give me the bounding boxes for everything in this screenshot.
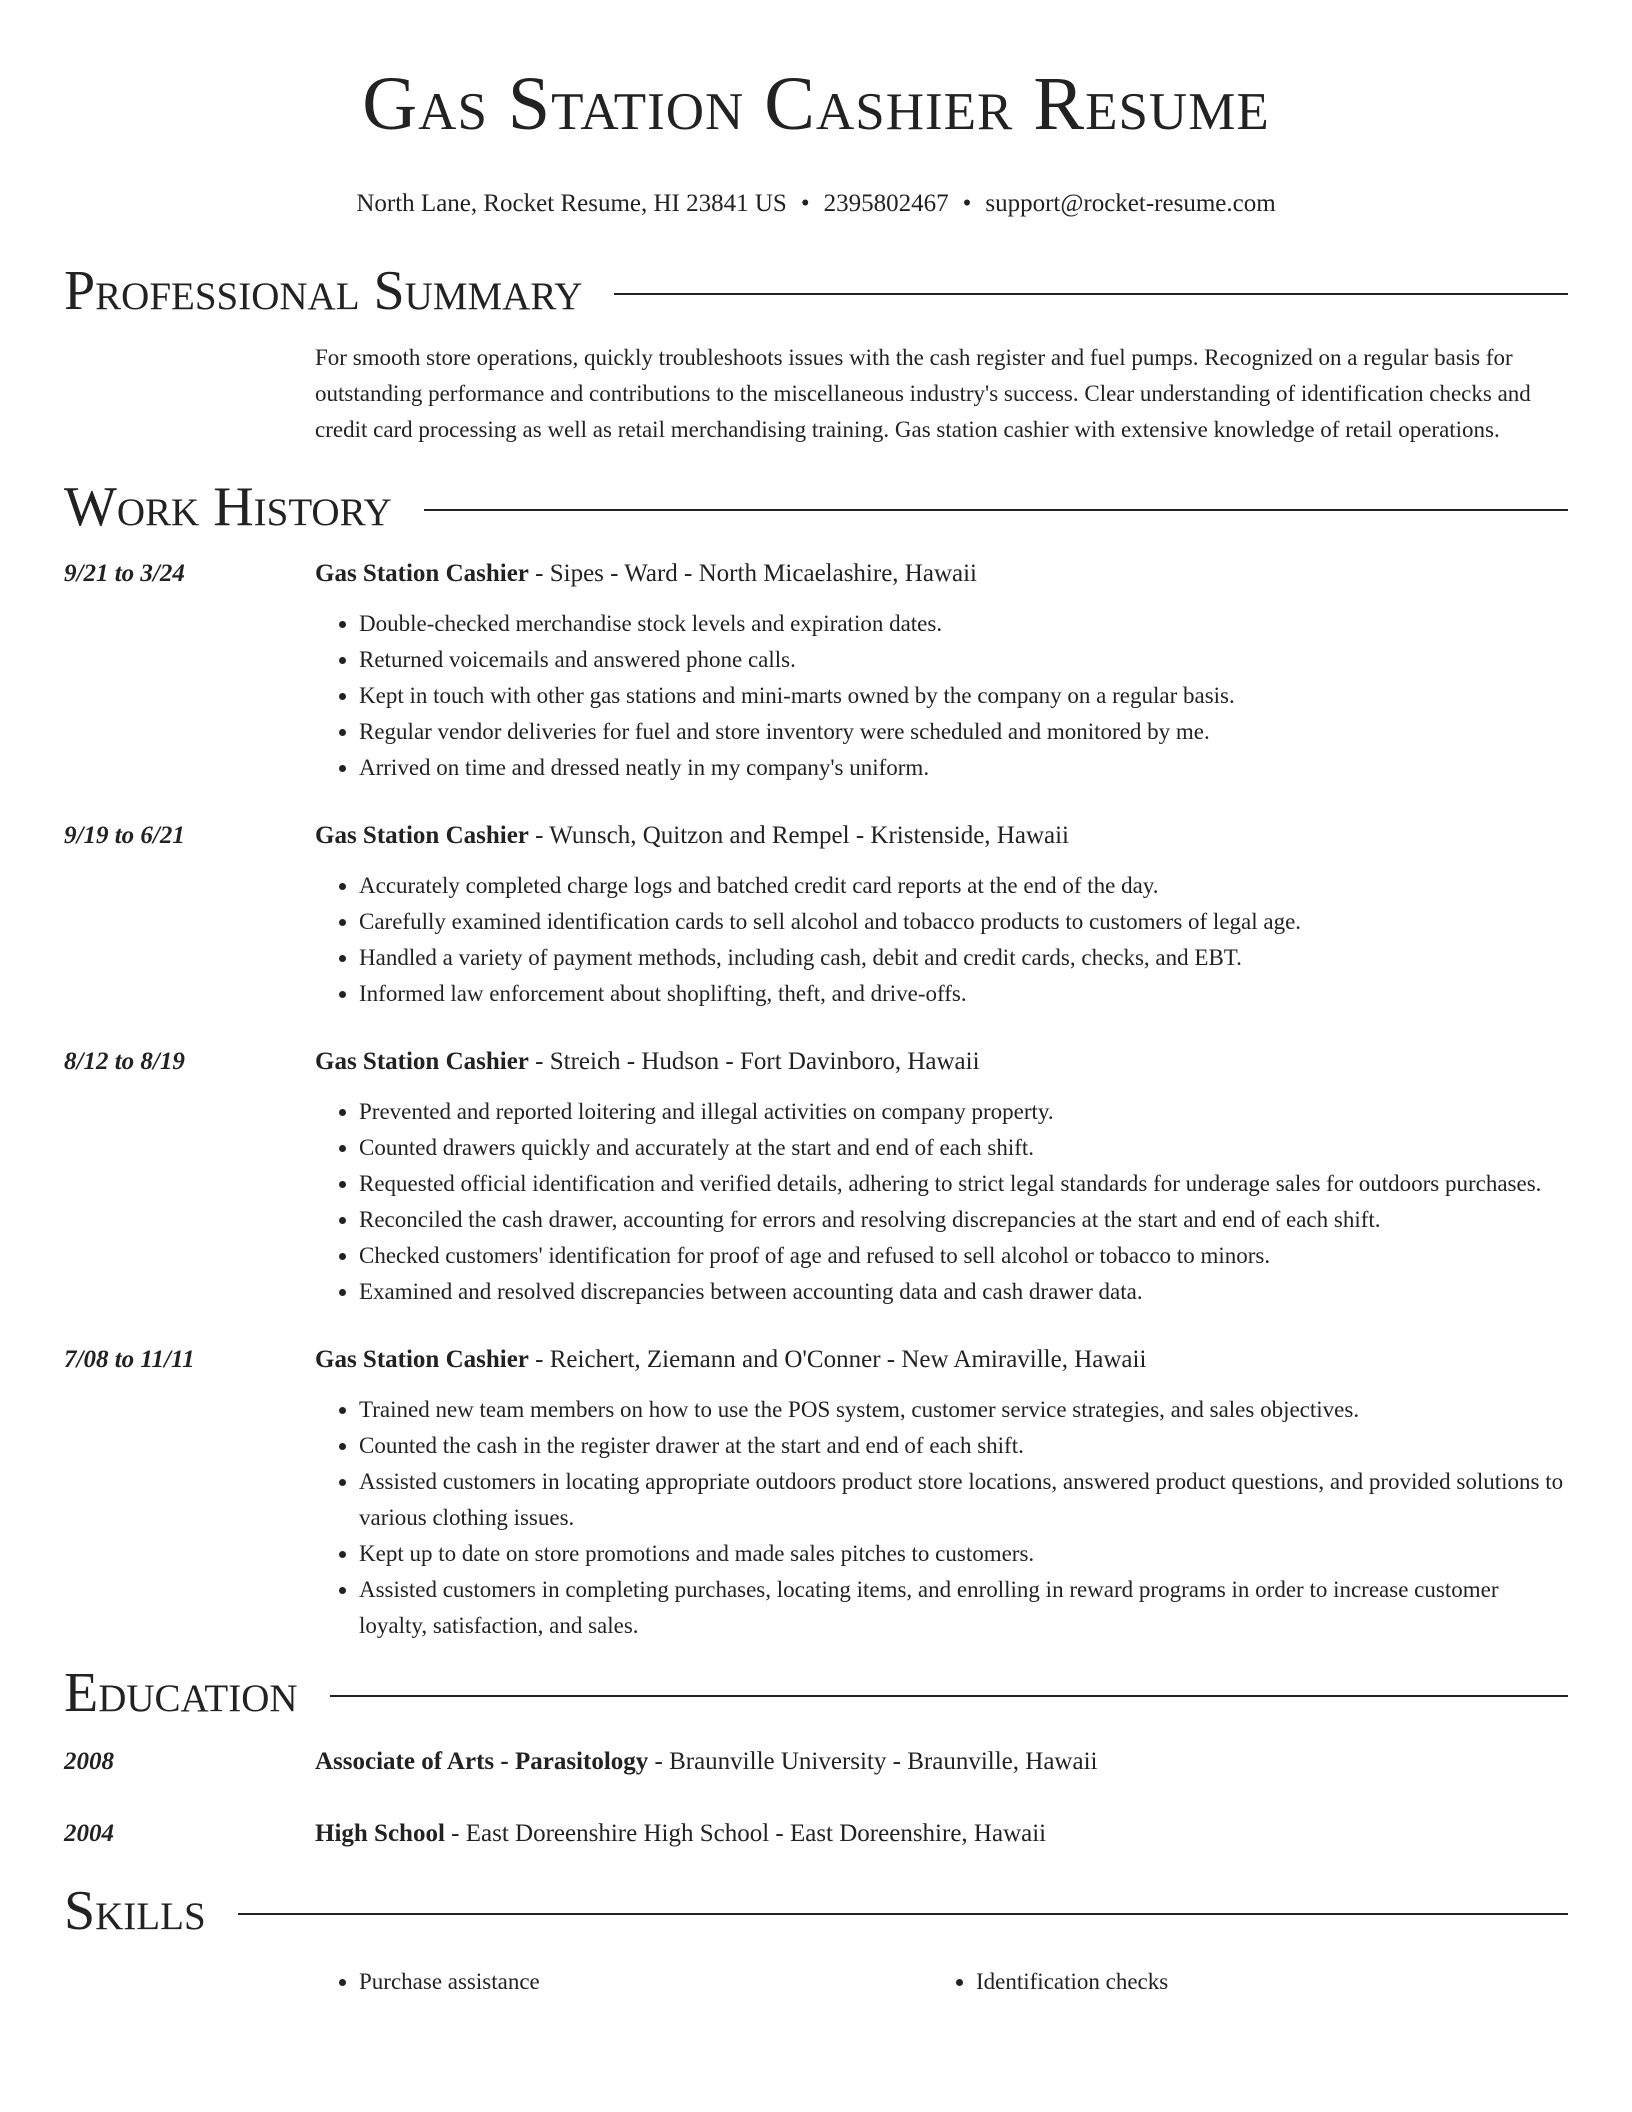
job-bullets	[315, 1094, 1568, 1310]
list-item: • Assisted customers in completing purchases, locating items, and enrolling in reward programs in order to increase customer loyalty, satisfaction, and sales.	[359, 1572, 1568, 1644]
education-degree: High School	[315, 1820, 445, 1847]
job-details: - Sipes - Ward - North Micaelashire, Hawaii	[528, 560, 977, 587]
education-year: 2008	[64, 1748, 114, 1775]
job-title: Gas Station Cashier	[315, 560, 529, 587]
job-dates: 8/12 to 8/19	[64, 1048, 185, 1075]
section-heading-skills	[64, 1880, 1568, 1942]
education-heading	[315, 1816, 1568, 1852]
job-bullets	[315, 868, 1568, 1012]
education-degree: Associate of Arts - Parasitology	[315, 1748, 649, 1775]
job-title: Gas Station Cashier	[315, 1346, 529, 1373]
list-item: • Regular vendor deliveries for fuel and store inventory were scheduled and monitored by me.	[359, 714, 1568, 750]
job-title: Gas Station Cashier	[315, 822, 529, 849]
job-dates: 7/08 to 11/11	[64, 1346, 195, 1373]
section-divider	[330, 1695, 1568, 1697]
job-entry	[64, 1044, 1568, 1310]
list-item: • Examined and resolved discrepancies between accounting data and cash drawer data.	[359, 1274, 1568, 1310]
job-entry	[64, 556, 1568, 786]
job-title: Gas Station Cashier	[315, 1048, 529, 1075]
list-item: • Counted drawers quickly and accurately at the start and end of each shift.	[359, 1130, 1568, 1166]
section-divider	[614, 293, 1568, 295]
list-item: • Purchase assistance	[359, 1964, 932, 2000]
skills-column-left	[315, 1964, 932, 2000]
list-item: • Double-checked merchandise stock levels and expiration dates.	[359, 606, 1568, 642]
list-item: • Informed law enforcement about shoplifting, theft, and drive-offs.	[359, 976, 1568, 1012]
contact-separator: •	[962, 190, 972, 217]
contact-email: support@rocket-resume.com	[985, 190, 1276, 217]
contact-address: North Lane, Rocket Resume, HI 23841 US	[356, 190, 787, 217]
job-details: - Streich - Hudson - Fort Davinboro, Hawaii	[528, 1048, 980, 1075]
job-bullets	[315, 1392, 1568, 1644]
section-heading-summary	[64, 260, 1568, 322]
section-title: Work History	[64, 476, 392, 538]
page-title: Gas Station Cashier Resume	[362, 62, 1270, 146]
education-year: 2004	[64, 1820, 114, 1847]
job-heading	[315, 818, 1568, 854]
contact-separator: •	[800, 190, 810, 217]
section-heading-work	[64, 476, 1568, 538]
skills-column-right	[932, 1964, 1549, 2000]
job-details: - Wunsch, Quitzon and Rempel - Kristenside, Hawaii	[528, 822, 1069, 849]
list-item: • Counted the cash in the register drawer at the start and end of each shift.	[359, 1428, 1568, 1464]
contact-line	[64, 188, 1568, 220]
list-item: • Handled a variety of payment methods, including cash, debit and credit cards, checks, and EBT.	[359, 940, 1568, 976]
section-divider	[424, 509, 1568, 511]
list-item: • Prevented and reported loitering and illegal activities on company property.	[359, 1094, 1568, 1130]
list-item: • Identification checks	[976, 1964, 1549, 2000]
job-dates: 9/19 to 6/21	[64, 822, 185, 849]
section-title: Professional Summary	[64, 260, 583, 322]
job-bullets	[315, 606, 1568, 786]
job-entry	[64, 818, 1568, 1012]
list-item: • Arrived on time and dressed neatly in my company's uniform.	[359, 750, 1568, 786]
education-entry	[64, 1816, 1568, 1872]
list-item: • Requested official identification and verified details, adhering to strict legal standards for underage sales for outdoors purchases.	[359, 1166, 1568, 1202]
list-item: • Carefully examined identification cards to sell alcohol and tobacco products to customers of legal age.	[359, 904, 1568, 940]
section-heading-education	[64, 1662, 1568, 1724]
job-heading	[315, 1044, 1568, 1080]
list-item: • Checked customers' identification for proof of age and refused to sell alcohol or tobacco to minors.	[359, 1238, 1568, 1274]
list-item: • Kept in touch with other gas stations and mini-marts owned by the company on a regular basis.	[359, 678, 1568, 714]
education-heading	[315, 1744, 1568, 1780]
list-item: • Kept up to date on store promotions and made sales pitches to customers.	[359, 1536, 1568, 1572]
summary-text: For smooth store operations, quickly troubleshoots issues with the cash register and fuel pumps. Recognized on a regular basis for outstanding performance and contributions to the miscellaneous industry's success. Clear understanding of identification checks and credit card processing as well as retail merchandising training. Gas station cashier with extensive knowledge of retail operations.	[315, 345, 1531, 442]
contact-phone: 2395802467	[823, 190, 949, 217]
list-item: • Reconciled the cash drawer, accounting for errors and resolving discrepancies at the start and end of each shift.	[359, 1202, 1568, 1238]
job-entry	[64, 1342, 1568, 1644]
list-item: • Trained new team members on how to use the POS system, customer service strategies, and sales objectives.	[359, 1392, 1568, 1428]
education-details: - Braunville University - Braunville, Hawaii	[648, 1748, 1098, 1775]
education-details: - East Doreenshire High School - East Doreenshire, Hawaii	[444, 1820, 1047, 1847]
section-title: Skills	[64, 1880, 206, 1942]
list-item: • Assisted customers in locating appropriate outdoors product store locations, answered product questions, and provided solutions to various clothing issues.	[359, 1464, 1568, 1536]
education-entry	[64, 1744, 1568, 1800]
job-heading	[315, 1342, 1568, 1378]
job-heading	[315, 556, 1568, 592]
job-dates: 9/21 to 3/24	[64, 560, 185, 587]
list-item: • Accurately completed charge logs and batched credit card reports at the end of the day.	[359, 868, 1568, 904]
list-item: • Returned voicemails and answered phone calls.	[359, 642, 1568, 678]
job-details: - Reichert, Ziemann and O'Conner - New Amiraville, Hawaii	[528, 1346, 1147, 1373]
section-title: Education	[64, 1662, 298, 1724]
section-divider	[238, 1913, 1568, 1915]
skills-list	[315, 1964, 1568, 2000]
